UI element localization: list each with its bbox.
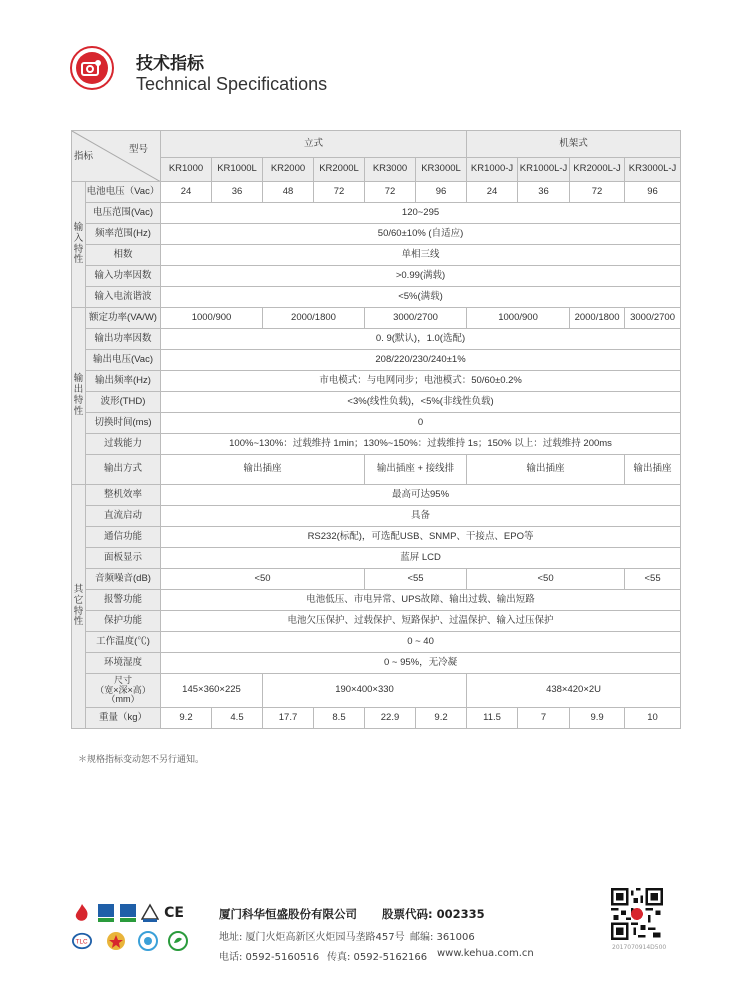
website-link[interactable]: www.kehua.com.cn: [437, 948, 534, 959]
gear-icon: [81, 59, 103, 77]
row-label: 输出方式: [86, 455, 161, 485]
quality-badge-icon: [138, 931, 158, 951]
address: 地址: 厦门火炬高新区火炬园马垄路457号: [219, 932, 405, 943]
table-cell: 2000/1800: [263, 308, 365, 329]
table-cell: 96: [625, 182, 681, 203]
table-cell: 输出插座: [625, 455, 681, 485]
row-label: 过载能力: [86, 434, 161, 455]
row-label: 环境湿度: [86, 653, 161, 674]
table-cell: 50/60±10% (自适应): [161, 224, 681, 245]
model-header: KR1000L-J: [518, 158, 570, 182]
table-cell: 输出插座: [467, 455, 625, 485]
category-output: 输 出 特 性: [72, 308, 86, 485]
document-number: 2017070914D500: [612, 944, 667, 951]
model-header: KR3000: [365, 158, 416, 182]
spec-table: [71, 130, 681, 729]
fax: 传真: 0592-5162166: [327, 952, 428, 963]
row-label: 面板显示: [86, 548, 161, 569]
tlc-cert-icon: [72, 931, 92, 951]
table-cell: 8.5: [314, 708, 365, 729]
table-cell: 72: [570, 182, 625, 203]
row-label: 输出电压(Vac): [86, 350, 161, 371]
table-cell: 17.7: [263, 708, 314, 729]
table-cell: <55: [365, 569, 467, 590]
qr-code-icon: [611, 888, 663, 940]
postcode: 邮编: 361006: [410, 932, 475, 943]
table-cell: 输出插座: [161, 455, 365, 485]
svg-text:TLC: TLC: [75, 938, 88, 946]
row-label: 输出功率因数: [86, 329, 161, 350]
table-corner: [72, 131, 161, 182]
table-cell: <50: [161, 569, 365, 590]
tuv-cert-icon: [140, 903, 160, 923]
table-cell: 4.5: [212, 708, 263, 729]
row-label: 工作温度(℃): [86, 632, 161, 653]
row-label: 相数: [86, 245, 161, 266]
row-label: 整机效率: [86, 485, 161, 506]
table-cell: 1000/900: [467, 308, 570, 329]
table-cell: <55: [625, 569, 681, 590]
row-label: 尺寸 （宽×深×高） （mm）: [86, 674, 161, 708]
table-cell: <5%(满载): [161, 287, 681, 308]
row-label: 重量（kg）: [86, 708, 161, 729]
table-cell: 7: [518, 708, 570, 729]
green-badge-icon: [168, 931, 188, 951]
table-cell: 72: [365, 182, 416, 203]
table-cell: 3000/2700: [365, 308, 467, 329]
model-header: KR3000L: [416, 158, 467, 182]
row-label: 直流启动: [86, 506, 161, 527]
table-cell: 36: [518, 182, 570, 203]
table-cell: 10: [625, 708, 681, 729]
table-cell: 100%~130%：过载维持 1min；130%~150%：过载维持 1s；150% 以上：过载维持 200ms: [161, 434, 681, 455]
table-cell: 438×420×2U: [467, 674, 681, 708]
table-cell: 9.9: [570, 708, 625, 729]
table-cell: 具备: [161, 506, 681, 527]
model-header: KR3000L-J: [625, 158, 681, 182]
table-cell: 输出插座 + 接线排: [365, 455, 467, 485]
table-cell: 11.5: [467, 708, 518, 729]
row-label: 输出频率(Hz): [86, 371, 161, 392]
table-cell: 72: [314, 182, 365, 203]
model-header: KR2000: [263, 158, 314, 182]
row-label: 保护功能: [86, 611, 161, 632]
page-title-cn: 技术指标: [136, 54, 204, 74]
table-cell: 0 ~ 95%，无冷凝: [161, 653, 681, 674]
table-cell: 9.2: [161, 708, 212, 729]
table-cell: 190×400×330: [263, 674, 467, 708]
row-label: 报警功能: [86, 590, 161, 611]
table-cell: 208/220/230/240±1%: [161, 350, 681, 371]
table-cell: 市电模式：与电网同步；电池模式：50/60±0.2%: [161, 371, 681, 392]
row-label: 切换时间(ms): [86, 413, 161, 434]
row-label: 电压范围(Vac): [86, 203, 161, 224]
table-cell: 电池低压、市电异常、UPS故障、输出过载、输出短路: [161, 590, 681, 611]
page-title-en: Technical Specifications: [136, 74, 328, 94]
model-header: KR1000-J: [467, 158, 518, 182]
model-header: KR2000L: [314, 158, 365, 182]
table-cell: <3%(线性负载)，<5%(非线性负载): [161, 392, 681, 413]
footnote: ＊规格指标变动恕不另行通知。: [78, 755, 205, 765]
table-cell: RS232(标配)，可选配USB、SNMP、干接点、EPO等: [161, 527, 681, 548]
dnv-cert-icon: [118, 903, 138, 923]
table-cell: 最高可达95%: [161, 485, 681, 506]
category-other: 其 它 特 性: [72, 485, 86, 729]
table-cell: 0 ~ 40: [161, 632, 681, 653]
row-label: 通信功能: [86, 527, 161, 548]
row-label: 输入电流谐波: [86, 287, 161, 308]
table-cell: 1000/900: [161, 308, 263, 329]
table-cell: 96: [416, 182, 467, 203]
telephone: 电话: 0592-5160516: [219, 952, 320, 963]
table-cell: 36: [212, 182, 263, 203]
table-cell: 48: [263, 182, 314, 203]
row-label: 输入功率因数: [86, 266, 161, 287]
row-label: 电池电压（Vac）: [86, 182, 161, 203]
group-tower-header: 立式: [161, 131, 467, 158]
ce-mark-icon: CE: [164, 905, 184, 921]
flame-logo-icon: [72, 903, 92, 923]
row-label: 频率范围(Hz): [86, 224, 161, 245]
table-cell: 0. 9(默认)，1.0(选配): [161, 329, 681, 350]
row-label: 波形(THD): [86, 392, 161, 413]
brand-logo: [70, 46, 114, 90]
model-header: KR1000L: [212, 158, 263, 182]
table-cell: 22.9: [365, 708, 416, 729]
table-cell: 0: [161, 413, 681, 434]
table-cell: 电池欠压保护、过载保护、短路保护、过温保护、输入过压保护: [161, 611, 681, 632]
table-cell: 9.2: [416, 708, 467, 729]
table-cell: 120~295: [161, 203, 681, 224]
table-cell: 蓝屏 LCD: [161, 548, 681, 569]
model-header: KR2000L-J: [570, 158, 625, 182]
table-cell: 2000/1800: [570, 308, 625, 329]
row-label: 音频噪音(dB): [86, 569, 161, 590]
model-header: KR1000: [161, 158, 212, 182]
row-label: 额定功率(VA/W): [86, 308, 161, 329]
dnv-cert-icon: [96, 903, 116, 923]
table-cell: >0.99(满载): [161, 266, 681, 287]
group-rack-header: 机架式: [467, 131, 681, 158]
table-cell: 单相三线: [161, 245, 681, 266]
company-name: 厦门科华恒盛股份有限公司: [219, 907, 357, 921]
stock-code: 股票代码: 002335: [382, 907, 485, 921]
category-input: 输 入 特 性: [72, 182, 86, 308]
table-cell: 3000/2700: [625, 308, 681, 329]
table-cell: 145×360×225: [161, 674, 263, 708]
table-cell: <50: [467, 569, 625, 590]
corner-index-label: 指标: [74, 151, 94, 163]
table-cell: 24: [467, 182, 518, 203]
table-cell: 24: [161, 182, 212, 203]
corner-model-label: 型号: [128, 144, 148, 155]
award-badge-icon: [106, 931, 126, 951]
